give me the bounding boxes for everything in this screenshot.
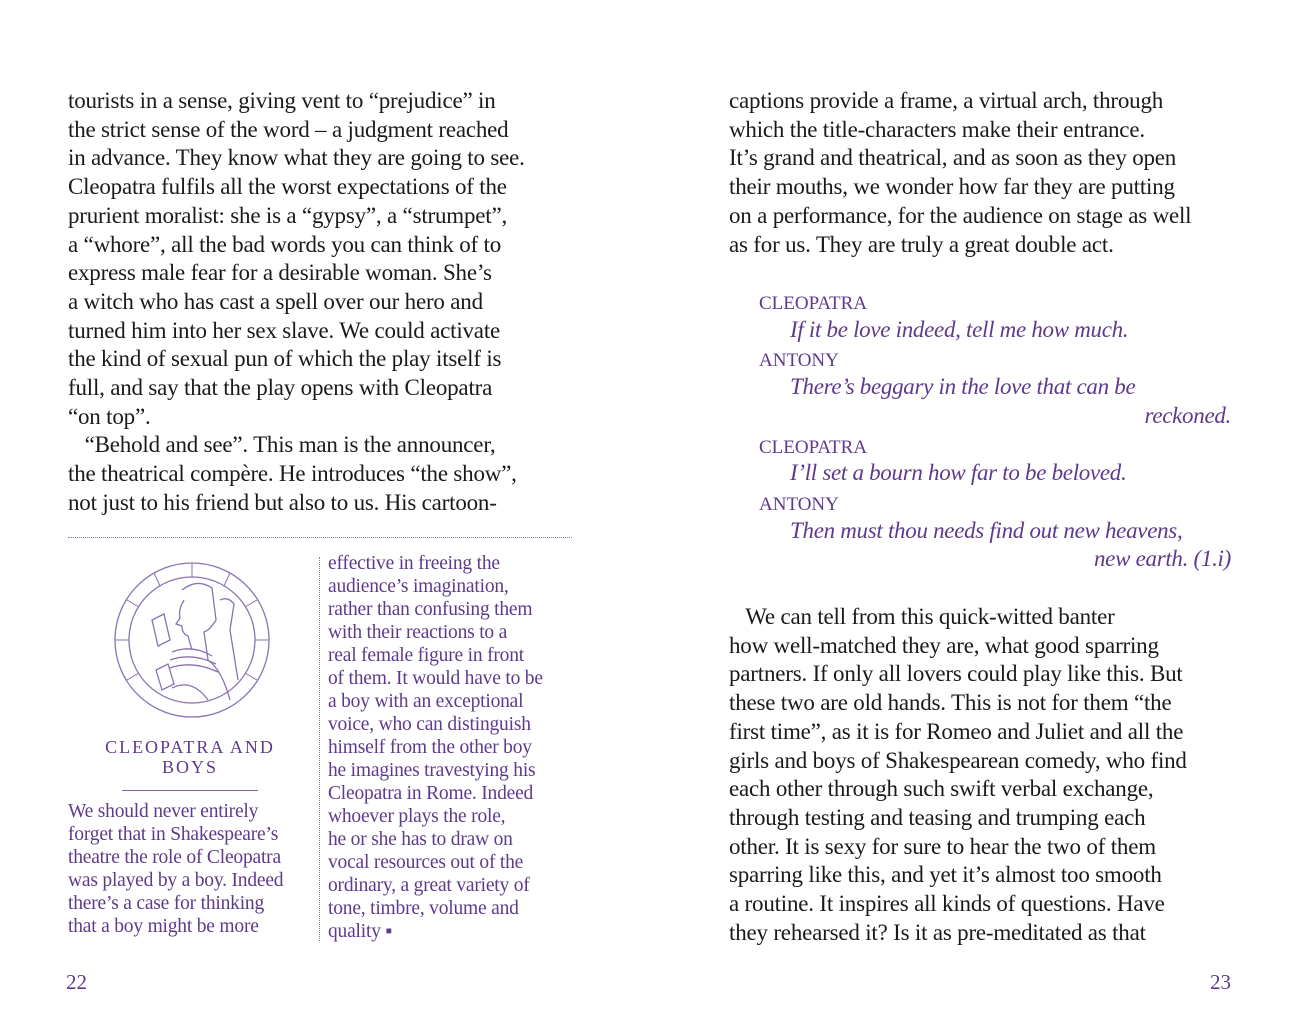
body-text-line: as for us. They are truly a great double act. <box>729 231 1114 257</box>
cleopatra-emblem-icon <box>112 560 272 720</box>
body-text-line: Cleopatra fulfils all the worst expectations of the <box>68 174 507 200</box>
sidebar-text-line: quality ▪ <box>328 921 393 942</box>
verse-line: There’s beggary in the love that can be <box>790 374 1136 400</box>
body-text-line: how well-matched they are, what good sparring <box>729 632 1159 658</box>
sidebar-title-line-1: CLEOPATRA AND <box>105 737 275 757</box>
body-text-line: in advance. They know what they are going to see. <box>68 145 525 171</box>
sidebar-text-line: ordinary, a great variety of <box>328 875 530 896</box>
body-text-line: which the title-characters make their entrance. <box>729 116 1145 142</box>
body-text-line: they rehearsed it? Is it as pre-meditated as that <box>729 919 1146 945</box>
speaker-name: CLEOPATRA <box>759 293 868 314</box>
verse-line: new earth. (1.i) <box>1093 546 1231 572</box>
sidebar-text-line: that a boy might be more <box>68 916 259 937</box>
sidebar-text-line: tone, timbre, volume and <box>328 898 519 919</box>
body-text-line: their mouths, we wonder how far they are putting <box>729 174 1175 200</box>
body-text-line: first time”, as it is for Romeo and Juliet and all the <box>729 718 1184 744</box>
body-text-line: the strict sense of the word – a judgment reached <box>68 116 509 142</box>
body-text-line: “Behold and see”. This man is the announcer, <box>68 432 496 458</box>
body-text-line: a witch who has cast a spell over our hero and <box>68 288 483 314</box>
sidebar-text-line: a boy with an exceptional <box>328 691 524 712</box>
sidebar-text-line: forget that in Shakespeare’s <box>68 824 279 845</box>
sidebar-text-line: whoever plays the role, <box>328 806 506 827</box>
sidebar-text-line: voice, who can distinguish <box>328 714 531 735</box>
sidebar-text-line: rather than confusing them <box>328 599 533 620</box>
sidebar-text-line: with their reactions to a <box>328 622 508 643</box>
body-text-line: a routine. It inspires all kinds of questions. Have <box>729 891 1165 916</box>
sidebar-text-line: audience’s imagination, <box>328 576 509 597</box>
body-text-line: partners. If only all lovers could play like this. But <box>729 661 1183 687</box>
sidebar-text-line: We should never entirely <box>68 801 259 822</box>
body-text-line: the theatrical compère. He introduces “the show”, <box>68 461 517 487</box>
verse-line: reckoned. <box>1144 402 1231 428</box>
body-text-line: tourists in a sense, giving vent to “prejudice” in <box>68 88 496 113</box>
sidebar-text-line: theatre the role of Cleopatra <box>68 847 281 868</box>
speaker-name: CLEOPATRA <box>759 436 868 458</box>
verse-line: I’ll set a bourn how far to be beloved. <box>790 460 1127 486</box>
body-text-line: It’s grand and theatrical, and as soon as they open <box>729 145 1177 171</box>
sidebar-text-line: of them. It would have to be <box>328 668 543 689</box>
body-text-line: these two are old hands. This is not for them “the <box>729 690 1172 716</box>
sidebar-text-line: effective in freeing the <box>328 553 500 574</box>
sidebar-text-line: he or she has to draw on <box>328 829 513 850</box>
sidebar-text-line: himself from the other boy <box>328 737 532 758</box>
sidebar-title-rule <box>122 790 258 791</box>
sidebar-text-line: he imagines travestying his <box>328 760 536 781</box>
verse-line: Then must thou needs find out new heavens, <box>790 517 1183 543</box>
body-text-line: prurient moralist: she is a “gypsy”, a “strumpet”, <box>68 202 508 228</box>
body-text-line: other. It is sexy for sure to hear the two of them <box>729 833 1156 859</box>
body-text-line: turned him into her sex slave. We could activate <box>68 317 501 343</box>
sidebar-text-line: vocal resources out of the <box>328 852 524 873</box>
body-text-line: a “whore”, all the bad words you can think of to <box>68 231 502 257</box>
body-text-line: We can tell from this quick-witted banter <box>729 604 1115 629</box>
body-text-line: captions provide a frame, a virtual arch, through <box>729 88 1164 113</box>
sidebar-text-line: there’s a case for thinking <box>68 893 265 914</box>
body-text-line: not just to his friend but also to us. His cartoon- <box>68 489 497 515</box>
body-text-line: the kind of sexual pun of which the play itself is <box>68 346 502 372</box>
body-text-line: girls and boys of Shakespearean comedy, who find <box>729 747 1187 773</box>
body-text-line: each other through such swift verbal exchange, <box>729 776 1154 802</box>
body-text-line: full, and say that the play opens with Cleopatra <box>68 375 493 400</box>
body-text-line: on a performance, for the audience on stage as well <box>729 202 1192 228</box>
body-text-line: express male fear for a desirable woman. She’s <box>68 260 492 286</box>
sidebar-text-line: real female figure in front <box>328 645 524 666</box>
page-number-right: 23 <box>1210 970 1231 994</box>
body-text-line: through testing and teasing and trumping each <box>729 804 1146 830</box>
speaker-name: ANTONY <box>759 493 839 515</box>
body-text-line: “on top”. <box>68 403 151 429</box>
sidebar-divider <box>68 537 572 538</box>
page-number-left: 22 <box>66 970 87 994</box>
sidebar-text-line: Cleopatra in Rome. Indeed <box>328 783 534 804</box>
speaker-name: ANTONY <box>759 350 839 372</box>
body-text-line: sparring like this, and yet it’s almost too smooth <box>729 862 1162 888</box>
sidebar-text-line: was played by a boy. Indeed <box>68 870 284 891</box>
verse-line: If it be love indeed, tell me how much. <box>790 316 1129 342</box>
sidebar-title-line-2: BOYS <box>161 757 218 777</box>
sidebar-column-divider <box>319 557 320 941</box>
